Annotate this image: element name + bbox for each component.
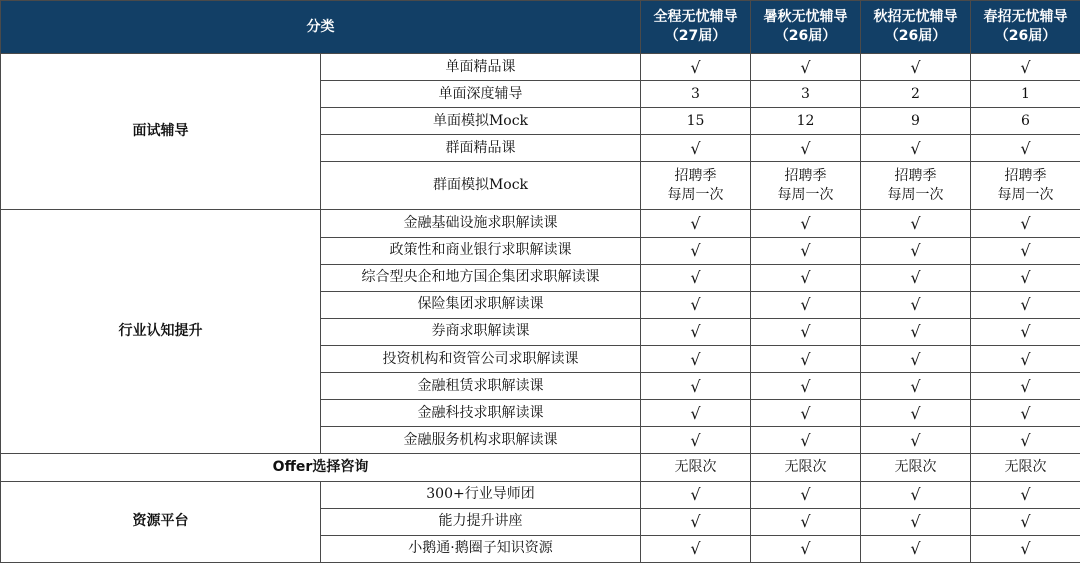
table-body (1, 54, 1080, 563)
check-icon: √ (1020, 57, 1031, 77)
check-icon: √ (800, 241, 811, 261)
value-cell (641, 400, 751, 427)
check-icon: √ (910, 241, 921, 261)
value-cell (751, 135, 861, 162)
check-icon: √ (690, 485, 701, 505)
plan-name: 全程无忧辅导 (653, 9, 738, 25)
value-cell (641, 81, 751, 108)
check-icon: √ (800, 213, 811, 233)
check-icon: √ (800, 430, 811, 450)
plan-term: （27届） (664, 28, 727, 44)
check-icon: √ (690, 241, 701, 261)
check-icon: √ (1020, 403, 1031, 423)
check-icon: √ (800, 539, 811, 559)
value-cell (641, 162, 751, 210)
value-text: 3 (691, 85, 700, 102)
value-cell (751, 481, 861, 508)
check-icon: √ (690, 138, 701, 158)
check-icon: √ (910, 539, 921, 559)
item-label: 金融租赁求职解读课 (321, 373, 641, 400)
table-row (1, 210, 1080, 237)
value-cell (751, 81, 861, 108)
value-cell (971, 345, 1080, 372)
value-text: 招聘季 每周一次 (667, 167, 724, 203)
check-icon: √ (690, 57, 701, 77)
value-cell (641, 54, 751, 81)
value-cell (971, 135, 1080, 162)
check-icon: √ (690, 512, 701, 532)
item-label: 单面深度辅导 (321, 81, 641, 108)
item-label: 政策性和商业银行求职解读课 (321, 237, 641, 264)
check-icon: √ (910, 57, 921, 77)
header-plan (861, 1, 971, 54)
value-cell (751, 54, 861, 81)
value-cell (641, 318, 751, 345)
value-cell (861, 535, 971, 562)
value-cell (641, 291, 751, 318)
value-cell (971, 210, 1080, 237)
value-cell (751, 210, 861, 237)
check-icon: √ (1020, 241, 1031, 261)
table-row (1, 54, 1080, 81)
check-icon: √ (1020, 349, 1031, 369)
value-cell (641, 264, 751, 291)
value-cell (861, 108, 971, 135)
value-text: 招聘季 每周一次 (997, 167, 1054, 203)
item-label: 能力提升讲座 (321, 508, 641, 535)
value-cell (971, 81, 1080, 108)
check-icon: √ (910, 512, 921, 532)
table-header (1, 1, 1080, 54)
check-icon: √ (690, 213, 701, 233)
value-cell (751, 508, 861, 535)
value-cell (971, 373, 1080, 400)
check-icon: √ (690, 430, 701, 450)
value-cell (861, 400, 971, 427)
item-label: 群面模拟Mock (321, 162, 641, 210)
value-cell (751, 162, 861, 210)
check-icon: √ (690, 268, 701, 288)
header-plan (641, 1, 751, 54)
value-cell (861, 162, 971, 210)
value-cell (861, 135, 971, 162)
value-cell (971, 108, 1080, 135)
check-icon: √ (800, 268, 811, 288)
plan-term: （26届） (994, 28, 1057, 44)
value-cell (751, 345, 861, 372)
check-icon: √ (690, 539, 701, 559)
value-text: 招聘季 每周一次 (887, 167, 944, 203)
value-cell (751, 373, 861, 400)
value-cell (861, 318, 971, 345)
value-text: 12 (796, 112, 815, 129)
value-cell (861, 454, 971, 481)
value-cell (751, 400, 861, 427)
value-cell (641, 135, 751, 162)
check-icon: √ (1020, 539, 1031, 559)
header-plan (971, 1, 1080, 54)
value-cell (641, 454, 751, 481)
check-icon: √ (1020, 268, 1031, 288)
check-icon: √ (910, 268, 921, 288)
check-icon: √ (910, 138, 921, 158)
item-label: 金融科技求职解读课 (321, 400, 641, 427)
check-icon: √ (800, 138, 811, 158)
check-icon: √ (910, 295, 921, 315)
check-icon: √ (1020, 295, 1031, 315)
check-icon: √ (800, 57, 811, 77)
value-cell (971, 162, 1080, 210)
table-row (1, 454, 1080, 481)
check-icon: √ (1020, 376, 1031, 396)
value-text: 15 (686, 112, 705, 129)
value-text: 1 (1021, 85, 1030, 102)
value-cell (751, 454, 861, 481)
check-icon: √ (690, 295, 701, 315)
value-cell (641, 345, 751, 372)
check-icon: √ (800, 376, 811, 396)
value-cell (971, 508, 1080, 535)
value-cell (971, 535, 1080, 562)
category-cell: 行业认知提升 (1, 210, 321, 454)
check-icon: √ (800, 322, 811, 342)
check-icon: √ (800, 403, 811, 423)
value-cell (861, 345, 971, 372)
value-cell (861, 373, 971, 400)
plan-term: （26届） (774, 28, 837, 44)
value-cell (751, 264, 861, 291)
item-label: 群面精品课 (321, 135, 641, 162)
value-text: 无限次 (1004, 458, 1047, 475)
check-icon: √ (690, 322, 701, 342)
value-cell (861, 81, 971, 108)
category-cell: Offer选择咨询 (1, 454, 641, 481)
value-cell (751, 291, 861, 318)
header-plan (751, 1, 861, 54)
value-cell (971, 454, 1080, 481)
item-label: 单面精品课 (321, 54, 641, 81)
check-icon: √ (800, 512, 811, 532)
check-icon: √ (1020, 322, 1031, 342)
check-icon: √ (910, 430, 921, 450)
value-cell (641, 508, 751, 535)
value-cell (971, 264, 1080, 291)
value-cell (641, 237, 751, 264)
item-label: 小鹅通·鹅圈子知识资源 (321, 535, 641, 562)
value-cell (861, 427, 971, 454)
check-icon: √ (690, 403, 701, 423)
value-text: 6 (1021, 112, 1030, 129)
category-cell: 资源平台 (1, 481, 321, 562)
check-icon: √ (1020, 485, 1031, 505)
plan-name: 秋招无忧辅导 (873, 9, 958, 25)
plan-name: 暑秋无忧辅导 (763, 9, 848, 25)
value-cell (641, 535, 751, 562)
value-cell (971, 318, 1080, 345)
check-icon: √ (800, 349, 811, 369)
value-cell (861, 54, 971, 81)
value-cell (641, 108, 751, 135)
value-cell (971, 427, 1080, 454)
check-icon: √ (910, 485, 921, 505)
value-cell (751, 427, 861, 454)
value-cell (641, 481, 751, 508)
value-cell (861, 237, 971, 264)
value-cell (861, 291, 971, 318)
value-cell (641, 373, 751, 400)
value-cell (971, 481, 1080, 508)
value-cell (751, 318, 861, 345)
value-text: 无限次 (894, 458, 937, 475)
item-label: 金融基础设施求职解读课 (321, 210, 641, 237)
value-cell (751, 108, 861, 135)
check-icon: √ (690, 349, 701, 369)
check-icon: √ (1020, 512, 1031, 532)
item-label: 券商求职解读课 (321, 318, 641, 345)
item-label: 投资机构和资管公司求职解读课 (321, 345, 641, 372)
item-label: 综合型央企和地方国企集团求职解读课 (321, 264, 641, 291)
value-cell (971, 237, 1080, 264)
value-cell (641, 210, 751, 237)
value-cell (861, 210, 971, 237)
value-text: 无限次 (784, 458, 827, 475)
check-icon: √ (800, 485, 811, 505)
value-cell (751, 237, 861, 264)
value-cell (641, 427, 751, 454)
value-text: 2 (911, 85, 920, 102)
value-text: 招聘季 每周一次 (777, 167, 834, 203)
check-icon: √ (910, 376, 921, 396)
check-icon: √ (910, 213, 921, 233)
check-icon: √ (910, 349, 921, 369)
value-cell (751, 535, 861, 562)
value-cell (861, 508, 971, 535)
item-label: 单面模拟Mock (321, 108, 641, 135)
item-label: 300+行业导师团 (321, 481, 641, 508)
table-row (1, 481, 1080, 508)
value-cell (861, 264, 971, 291)
check-icon: √ (1020, 138, 1031, 158)
plan-term: （26届） (884, 28, 947, 44)
header-category: 分类 (1, 1, 641, 54)
value-text: 无限次 (674, 458, 717, 475)
item-label: 金融服务机构求职解读课 (321, 427, 641, 454)
item-label: 保险集团求职解读课 (321, 291, 641, 318)
check-icon: √ (910, 322, 921, 342)
value-cell (971, 291, 1080, 318)
value-text: 3 (801, 85, 810, 102)
check-icon: √ (1020, 213, 1031, 233)
value-cell (971, 54, 1080, 81)
category-cell: 面试辅导 (1, 54, 321, 210)
value-cell (971, 400, 1080, 427)
check-icon: √ (910, 403, 921, 423)
value-cell (861, 481, 971, 508)
check-icon: √ (1020, 430, 1031, 450)
check-icon: √ (690, 376, 701, 396)
value-text: 9 (911, 112, 920, 129)
plan-name: 春招无忧辅导 (983, 9, 1068, 25)
check-icon: √ (800, 295, 811, 315)
